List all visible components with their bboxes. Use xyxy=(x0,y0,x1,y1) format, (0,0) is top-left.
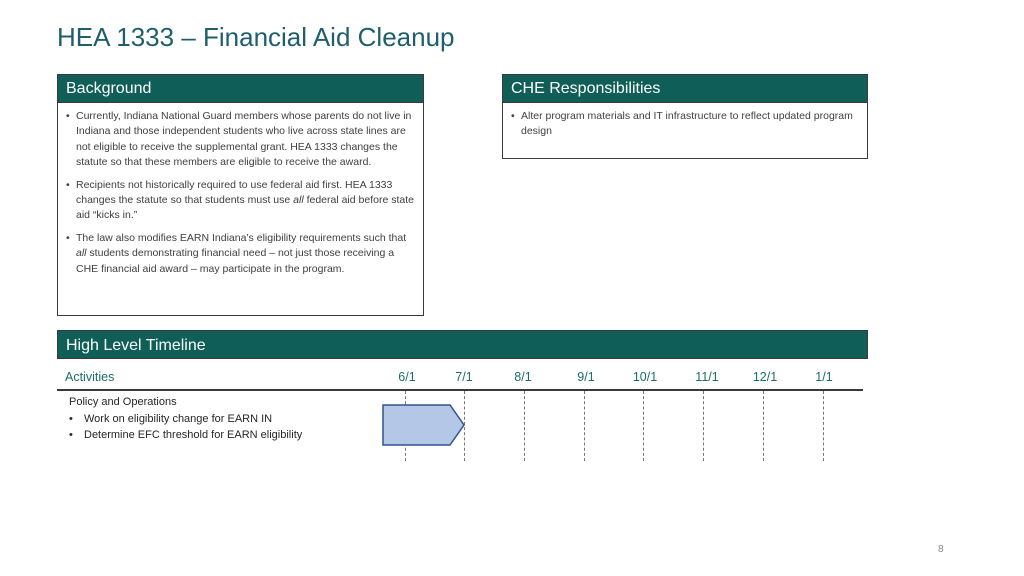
timeline-rule xyxy=(57,389,863,391)
timeline-header: High Level Timeline xyxy=(57,330,868,359)
background-bullet-list xyxy=(58,103,423,277)
month-label-1-1: 1/1 xyxy=(815,370,833,384)
background-panel xyxy=(57,74,424,316)
slide-title: HEA 1333 – Financial Aid Cleanup xyxy=(57,22,455,52)
timeline-item-list xyxy=(69,411,302,443)
che-responsibilities-panel xyxy=(502,74,868,159)
month-label-12-1: 12/1 xyxy=(752,370,778,384)
month-label-11-1: 11/1 xyxy=(695,370,719,384)
timeline-item: • Determine EFC threshold for EARN eligibility xyxy=(69,427,302,443)
policy-operations-title: Policy and Operations xyxy=(69,396,177,408)
che-bullet-list xyxy=(503,103,867,140)
background-bullet: • The law also modifies EARN Indiana’s eligibility requirements such that all students demonstrating financial need – not just those receiving a CHE financial aid award – may participate in the program. xyxy=(66,231,415,277)
task-arrow-shape xyxy=(383,405,464,445)
background-bullet: • Currently, Indiana National Guard members whose parents do not live in Indiana and those independent students who live across state lines are not eligible to receive the supplemental grant. HEA 1333 changes the statute so that these members are eligible to receive the award. xyxy=(66,109,415,171)
background-header: Background xyxy=(58,75,423,103)
month-gridline xyxy=(524,391,525,461)
month-gridline xyxy=(763,391,764,461)
che-responsibilities-header: CHE Responsibilities xyxy=(503,75,867,103)
month-label-10-1: 10/1 xyxy=(632,370,658,384)
timeline-task-bar xyxy=(382,404,466,446)
month-label-6-1: 6/1 xyxy=(398,370,416,384)
activities-label: Activities xyxy=(65,370,115,384)
month-gridline xyxy=(823,391,824,461)
background-bullet: • Recipients not historically required to use federal aid first. HEA 1333 changes the statute so that students must use all federal aid before state aid “kicks in.” xyxy=(66,178,415,224)
month-gridline xyxy=(584,391,585,461)
month-label-8-1: 8/1 xyxy=(514,370,532,384)
month-gridline xyxy=(703,391,704,461)
che-bullet: • Alter program materials and IT infrastructure to reflect updated program design xyxy=(511,109,859,140)
month-gridline xyxy=(643,391,644,461)
page-number: 8 xyxy=(938,544,944,555)
timeline-item: • Work on eligibility change for EARN IN xyxy=(69,411,302,427)
month-label-9-1: 9/1 xyxy=(577,370,595,384)
month-label-7-1: 7/1 xyxy=(455,370,473,384)
